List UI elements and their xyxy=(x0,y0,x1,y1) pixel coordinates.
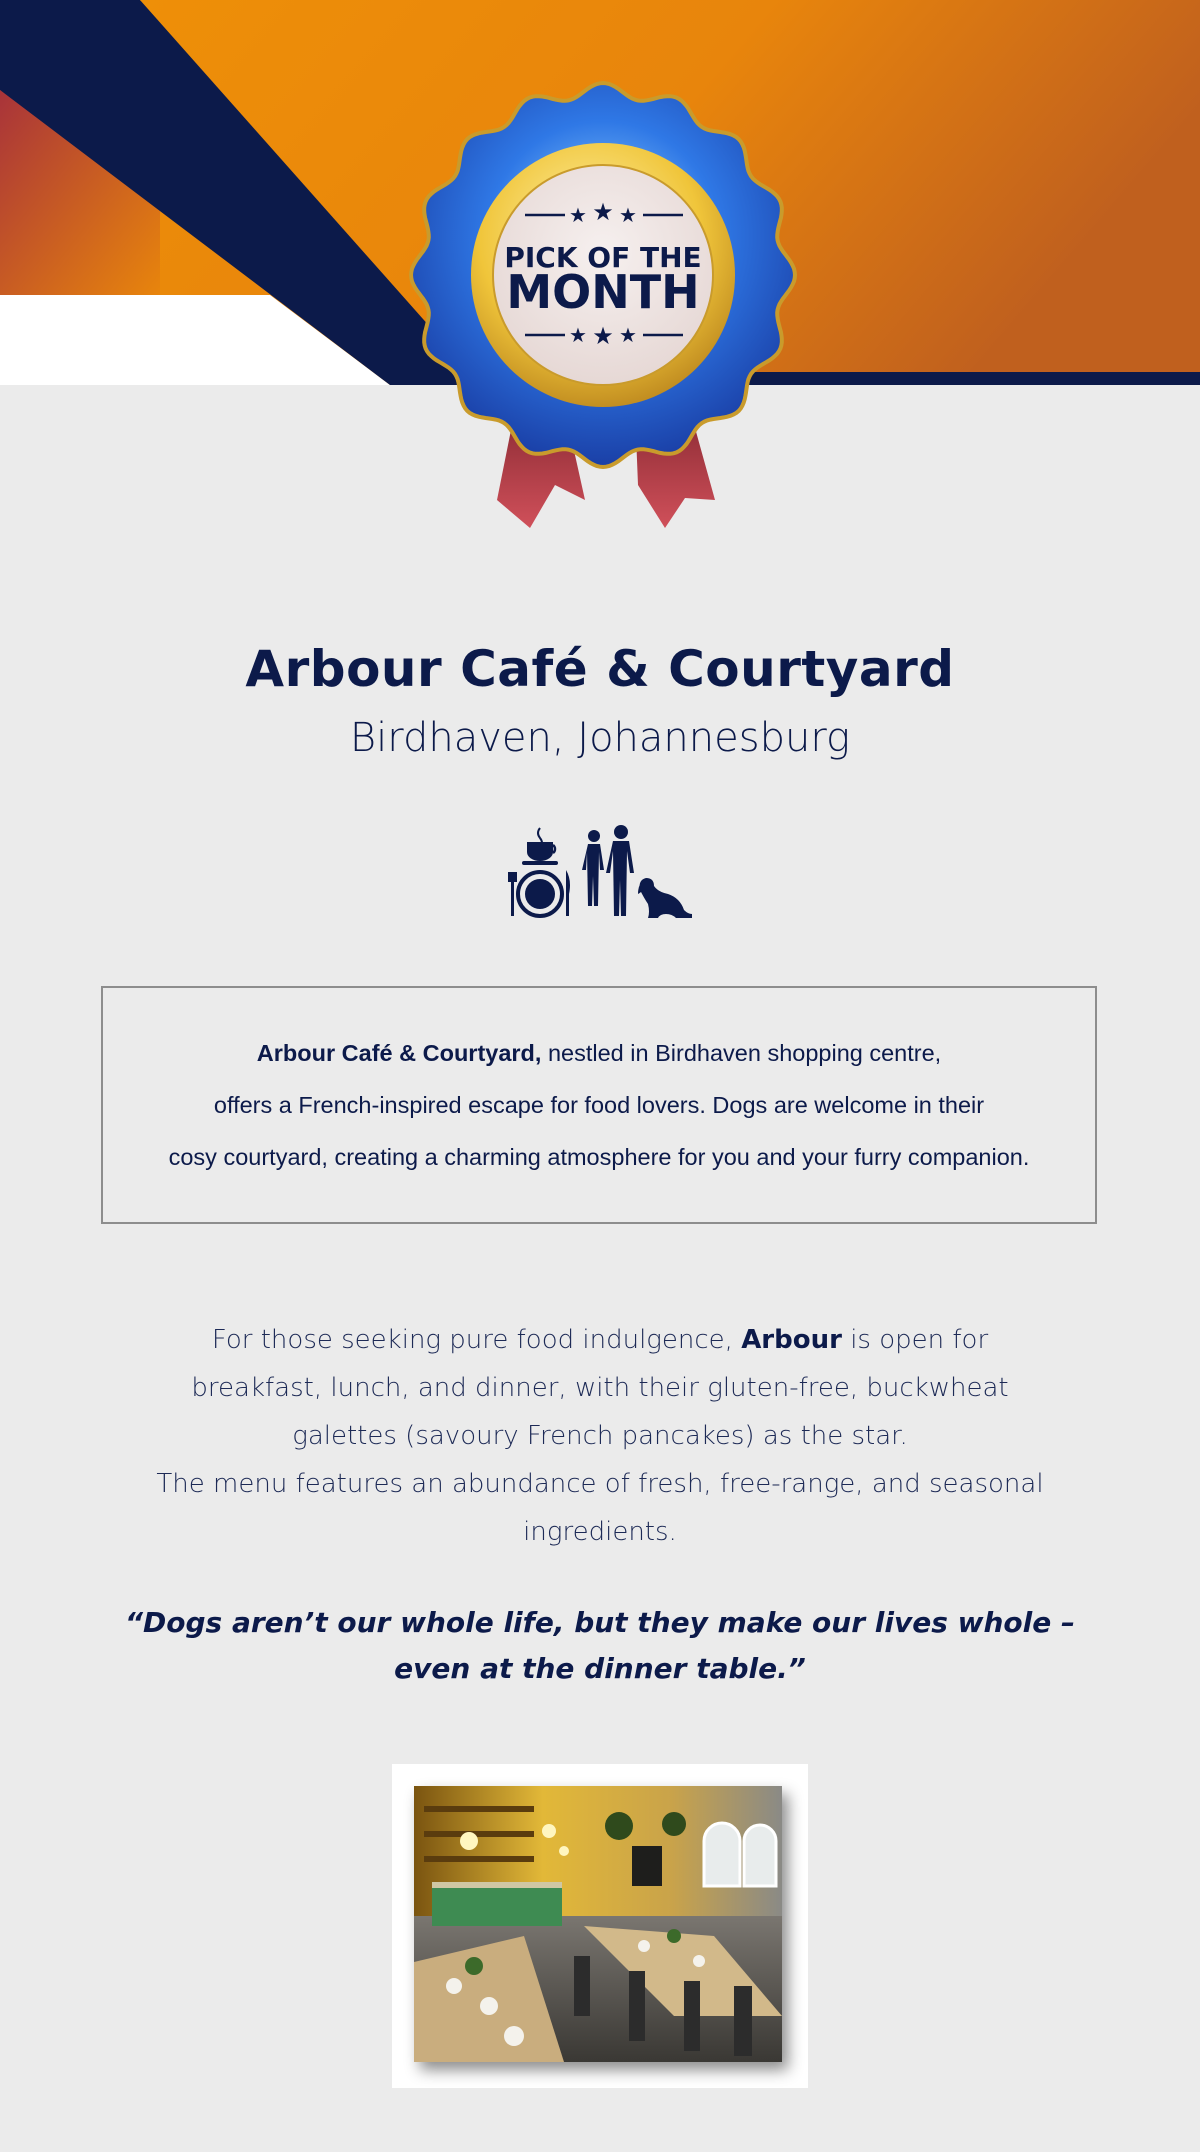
svg-text:★: ★ xyxy=(592,322,614,350)
intro-venue-name: Arbour Café & Courtyard, xyxy=(256,1040,542,1066)
venue-name: Arbour Café & Courtyard xyxy=(245,640,955,698)
svg-text:★: ★ xyxy=(592,198,614,226)
badge-line2: MONTH xyxy=(506,265,700,319)
body-part1: For those seeking pure food indulgence, xyxy=(211,1325,742,1355)
couple-icon xyxy=(582,825,634,916)
coffee-plate-icon xyxy=(508,828,570,916)
cafe-interior-photo xyxy=(414,1786,782,2062)
venue-location: Birdhaven, Johannesburg xyxy=(349,715,851,761)
amenity-icons xyxy=(500,820,700,920)
photo-frame xyxy=(392,1764,808,2088)
svg-text:★: ★ xyxy=(569,323,587,347)
svg-text:★: ★ xyxy=(619,323,637,347)
body-bold-arbour: Arbour xyxy=(741,1325,842,1355)
dog-icon xyxy=(638,878,692,918)
body-part3: The menu features an abundance of fresh, free-range, and seasonal ingredients. xyxy=(156,1469,1044,1547)
badge-line1: PICK OF THE xyxy=(504,241,702,274)
svg-text:★: ★ xyxy=(619,203,637,227)
svg-text:★: ★ xyxy=(569,203,587,227)
hero-banner xyxy=(0,0,1200,560)
hero-graphic xyxy=(0,0,1200,560)
body-part2: is open for breakfast, lunch, and dinner, with their gluten-free, buckwheat galettes (savoury French pancakes) as the star. xyxy=(191,1325,1009,1451)
quote-line2: even at the dinner table.” xyxy=(394,1652,806,1685)
intro-line3: cosy courtyard, creating a charming atmosphere for you and your furry companion. xyxy=(168,1144,1030,1170)
intro-line1: nestled in Birdhaven shopping centre, xyxy=(541,1040,942,1066)
body-paragraph xyxy=(150,1316,1050,1556)
quote-line1: “Dogs aren’t our whole life, but they make our lives whole – xyxy=(124,1606,1076,1639)
pick-of-the-month-badge xyxy=(411,83,795,467)
pull-quote xyxy=(120,1600,1080,1692)
intro-box xyxy=(101,986,1097,1224)
intro-text xyxy=(114,1027,1084,1183)
intro-line2: offers a French-inspired escape for food lovers. Dogs are welcome in their xyxy=(213,1092,985,1118)
